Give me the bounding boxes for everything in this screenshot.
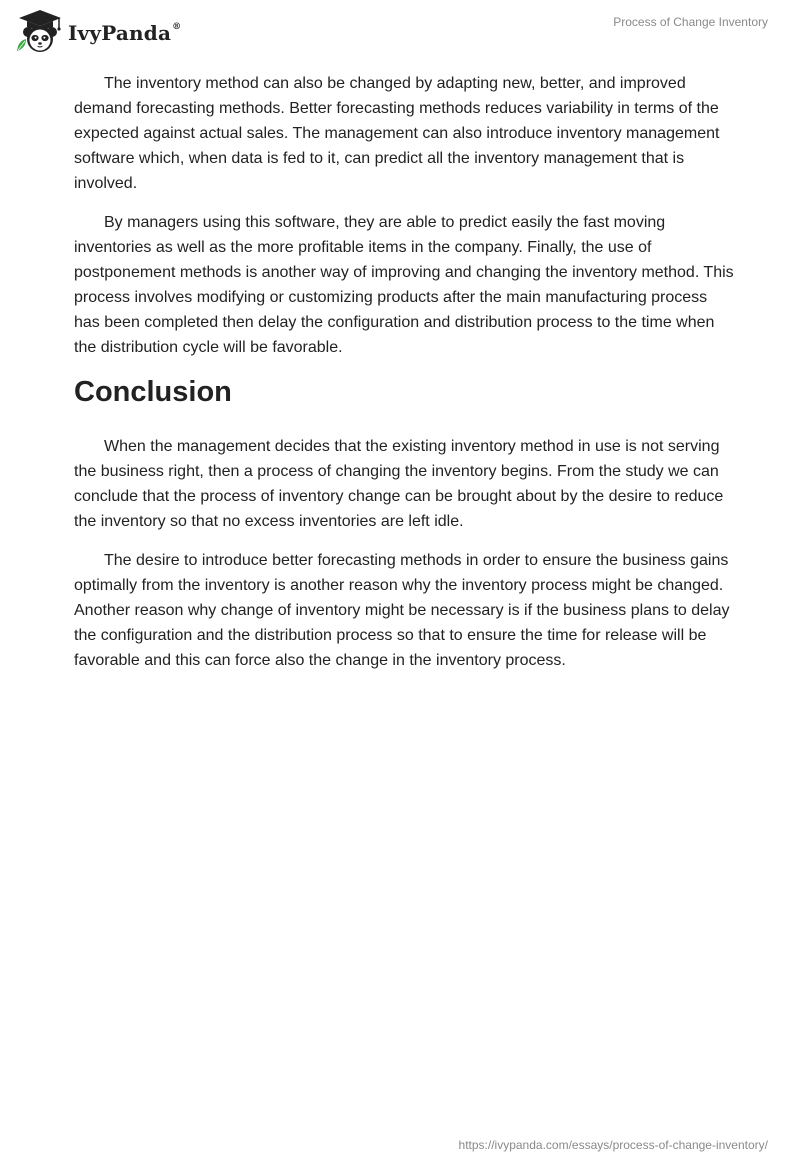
paragraph: When the management decides that the existing inventory method in use is not serving the business right, then a process of changing the inventory begins. From the study we can conclude that the process of inventory change can be brought about by the desire to reduce the inventory so that no excess inventories are left idle. bbox=[74, 438, 724, 530]
essay-body bbox=[74, 71, 734, 687]
conclusion-heading: Conclusion bbox=[74, 376, 232, 408]
ivypanda-logo[interactable] bbox=[14, 8, 181, 56]
source-url-link[interactable]: https://ivypanda.com/essays/process-of-change-inventory/ bbox=[458, 1138, 768, 1152]
registered-mark: ® bbox=[172, 22, 182, 33]
paragraph: The inventory method can also be changed by adapting new, better, and improved demand forecasting methods. Better forecasting methods reduces variability in terms of the expected against actual sales. The management can also introduce inventory management software which, when data is fed to it, can predict all the inventory management that is involved. bbox=[74, 75, 720, 192]
paragraph: By managers using this software, they are able to predict easily the fast moving inventories as well as the more profitable items in the company. Finally, the use of postponement methods is another way of improving and changing the inventory method. This process involves modifying or customizing products after the main manufacturing process has been completed then delay the configuration and distribution process to the time when the distribution cycle will be favorable. bbox=[74, 214, 734, 356]
brand-name: IvyPanda® bbox=[68, 21, 182, 45]
panda-graduate-icon bbox=[14, 8, 66, 56]
running-title: Process of Change Inventory bbox=[613, 15, 768, 29]
paragraph: The desire to introduce better forecasting methods in order to ensure the business gains optimally from the inventory is another reason why the inventory process might be changed. Another reason why change of inventory might be necessary is if the business plans to delay the configuration and the distribution process so that to ensure the time for release will be favorable and this can force also the change in the inventory process. bbox=[74, 552, 730, 669]
page-header bbox=[0, 0, 800, 64]
